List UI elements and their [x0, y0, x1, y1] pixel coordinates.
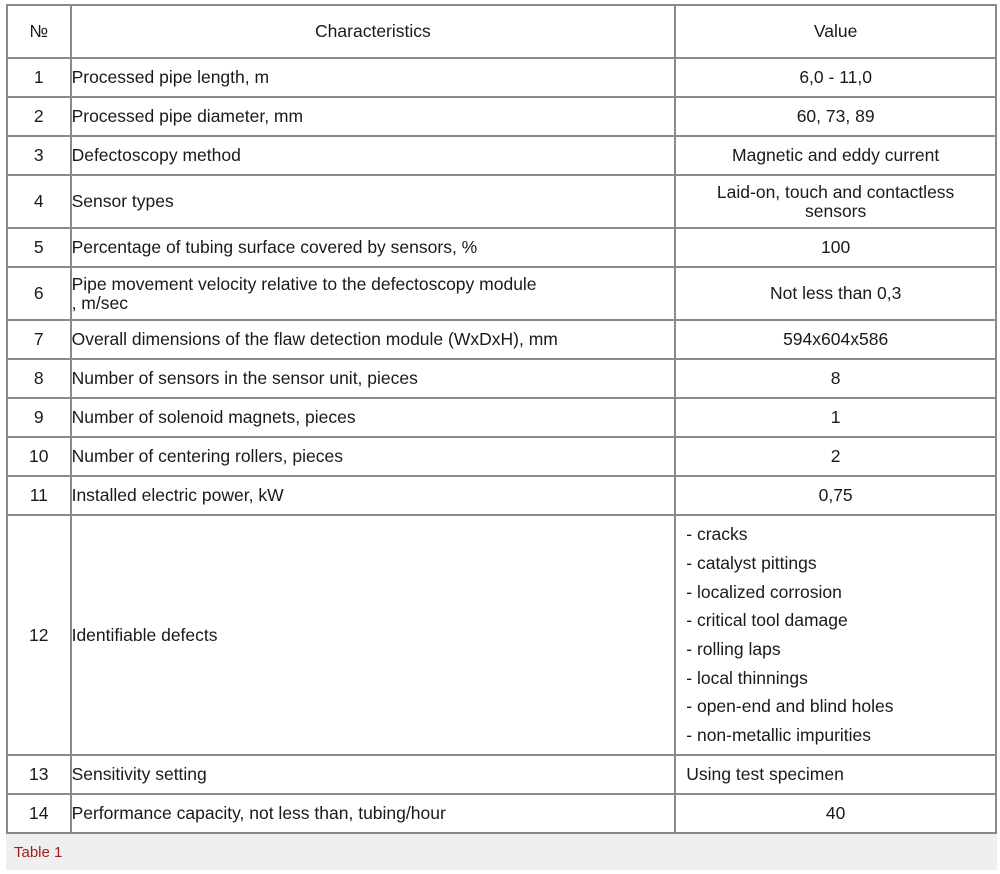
row-number: 9 — [7, 398, 71, 437]
row-characteristic-cell — [71, 267, 676, 320]
row-number: 11 — [7, 476, 71, 515]
row-number: 12 — [7, 515, 71, 755]
table-row — [7, 58, 996, 97]
table-row — [7, 267, 996, 320]
defects-cell — [675, 515, 996, 755]
table-row — [7, 97, 996, 136]
header-characteristics: Characteristics — [71, 5, 676, 58]
list-item: - catalyst pittings — [686, 552, 817, 573]
row-value: 100 — [675, 228, 996, 267]
table-header-row — [7, 5, 996, 58]
list-item: - rolling laps — [686, 639, 781, 659]
table-row — [7, 794, 996, 833]
list-item: - cracks — [686, 524, 748, 545]
row-number: 6 — [7, 267, 71, 320]
row-characteristic: Performance capacity, not less than, tubing/hour — [71, 794, 676, 833]
row-number: 2 — [7, 97, 71, 136]
row-number: 13 — [7, 755, 71, 794]
row-number: 1 — [7, 58, 71, 97]
row-number: 7 — [7, 320, 71, 359]
row-characteristic: Number of solenoid magnets, pieces — [71, 398, 676, 437]
table-row — [7, 515, 996, 755]
row-number: 10 — [7, 437, 71, 476]
row-value: 40 — [675, 794, 996, 833]
row-value: Magnetic and eddy current — [675, 136, 996, 175]
table-row — [7, 228, 996, 267]
row-characteristic: Number of centering rollers, pieces — [71, 437, 676, 476]
row-number: 8 — [7, 359, 71, 398]
list-item: - open-end and blind holes — [686, 696, 894, 717]
defects-list — [676, 520, 995, 750]
row-number: 3 — [7, 136, 71, 175]
table-row — [7, 136, 996, 175]
characteristics-table — [6, 4, 997, 834]
table-caption — [6, 834, 997, 870]
row-characteristic: Processed pipe diameter, mm — [71, 97, 676, 136]
table-row — [7, 437, 996, 476]
row-value: 594x604x586 — [675, 320, 996, 359]
row-value-cell — [675, 175, 996, 228]
row-number: 5 — [7, 228, 71, 267]
row-value: 60, 73, 89 — [675, 97, 996, 136]
row-value: 2 — [675, 437, 996, 476]
row-characteristic: Defectoscopy method — [71, 136, 676, 175]
list-item: - local thinnings — [686, 667, 808, 688]
table-row — [7, 359, 996, 398]
list-item: - critical tool damage — [686, 610, 848, 631]
list-item: - localized corrosion — [686, 581, 842, 602]
row-characteristic: Pipe movement velocity relative to the defectoscopy module , m/sec — [71, 273, 537, 313]
table-row — [7, 755, 996, 794]
row-value: Laid-on, touch and contactless sensors — [716, 181, 955, 221]
row-characteristic: Number of sensors in the sensor unit, pieces — [71, 359, 676, 398]
row-value: 1 — [675, 398, 996, 437]
row-number: 14 — [7, 794, 71, 833]
row-characteristic: Overall dimensions of the flaw detection module (WxDxH), mm — [71, 320, 676, 359]
row-value: 8 — [675, 359, 996, 398]
row-number: 4 — [7, 175, 71, 228]
row-characteristic: Sensor types — [71, 175, 676, 228]
table-row — [7, 476, 996, 515]
row-value: Not less than 0,3 — [675, 267, 996, 320]
table-row — [7, 175, 996, 228]
list-item: - non-metallic impurities — [686, 725, 872, 746]
caption-text: Table 1 — [14, 844, 63, 861]
row-characteristic: Installed electric power, kW — [71, 476, 676, 515]
row-value: 6,0 - 11,0 — [675, 58, 996, 97]
header-number: № — [7, 5, 71, 58]
row-value: 0,75 — [675, 476, 996, 515]
row-characteristic: Percentage of tubing surface covered by sensors, % — [71, 228, 676, 267]
row-characteristic: Identifiable defects — [71, 515, 676, 755]
row-characteristic: Sensitivity setting — [71, 755, 676, 794]
table-row — [7, 320, 996, 359]
row-characteristic: Processed pipe length, m — [71, 58, 676, 97]
table-row — [7, 398, 996, 437]
header-value: Value — [675, 5, 996, 58]
row-value: Using test specimen — [675, 755, 996, 794]
